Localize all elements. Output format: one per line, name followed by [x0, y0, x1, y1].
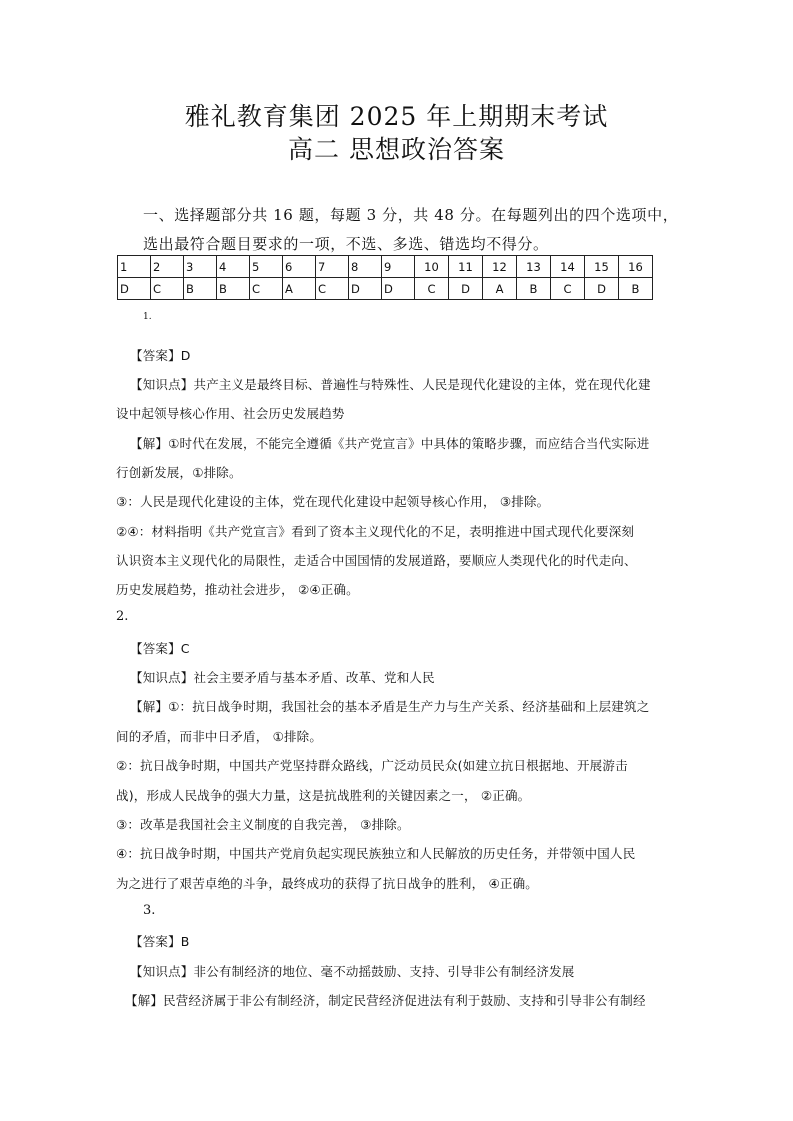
q3-answer: 【答案】B [130, 934, 190, 949]
answer-letter-cell: D [118, 278, 151, 300]
section-intro-line-1: 一、选择题部分共 16 题，每题 3 分，共 48 分。在每题列出的四个选项中， [143, 206, 679, 224]
q1-answer: 【答案】D [130, 348, 191, 363]
q2-analysis-line-2: 间的矛盾，而非中日矛盾， ①排除。 [116, 729, 323, 744]
q1-analysis-line-5: 认识资本主义现代化的局限性，走适合中国国情的发展道路，要顺应人类现代化的时代走向、 [116, 553, 637, 568]
q1-analysis-line-6: 历史发展趋势，推动社会进步， ②④正确。 [116, 582, 359, 597]
answer-table-answer-row [118, 278, 653, 300]
answer-letter-cell: B [517, 278, 551, 300]
q2-answer: 【答案】C [130, 641, 190, 656]
question-number-cell: 13 [517, 256, 551, 278]
answer-letter-cell: C [316, 278, 349, 300]
answer-table-number-row [118, 256, 653, 278]
question-number-cell: 4 [217, 256, 250, 278]
q1-knowledge-line-1: 【知识点】共产主义是最终目标、普遍性与特殊性、人民是现代化建设的主体，党在现代化建 [130, 377, 651, 392]
question-number-cell: 9 [382, 256, 415, 278]
answer-letter-cell: D [585, 278, 619, 300]
answer-letter-cell: A [283, 278, 316, 300]
question-number-cell: 3 [184, 256, 217, 278]
q2-knowledge: 【知识点】社会主要矛盾与基本矛盾、改革、党和人民 [130, 670, 435, 685]
question-number-cell: 11 [449, 256, 483, 278]
question-number-cell: 8 [349, 256, 382, 278]
q1-analysis-line-2: 行创新发展，①排除。 [116, 465, 242, 480]
answer-letter-cell: B [619, 278, 653, 300]
page-subtitle: 高二 思想政治答案 [288, 135, 505, 164]
question-number-cell: 15 [585, 256, 619, 278]
q2-analysis-line-3: ②：抗日战争时期，中国共产党坚持群众路线，广泛动员民众(如建立抗日根据地、开展游击 [116, 758, 628, 773]
section-intro-line-2: 选出最符合题目要求的一项，不选、多选、错选均不得分。 [143, 235, 549, 253]
answer-letter-cell: C [551, 278, 585, 300]
answer-letter-cell: D [382, 278, 415, 300]
q1-analysis-line-3: ③：人民是现代化建设的主体，党在现代化建设中起领导核心作用， ③排除。 [116, 494, 550, 509]
answer-table [117, 255, 653, 300]
question-number-cell: 5 [250, 256, 283, 278]
answer-letter-cell: B [217, 278, 250, 300]
q2-number: 2. [116, 609, 129, 624]
q2-analysis-line-1: 【解】①：抗日战争时期，我国社会的基本矛盾是生产力与生产关系、经济基础和上层建筑之 [130, 699, 650, 714]
question-number-cell: 1 [118, 256, 151, 278]
question-number-cell: 2 [151, 256, 184, 278]
answer-letter-cell: D [349, 278, 382, 300]
question-number-cell: 10 [415, 256, 449, 278]
question-marker: 1. [143, 312, 152, 322]
q3-analysis-line-1: 【解】民营经济属于非公有制经济，制定民营经济促进法有利于鼓励、支持和引导非公有制经 [125, 993, 646, 1008]
question-number-cell: 14 [551, 256, 585, 278]
q3-number: 3. [143, 903, 156, 918]
answer-letter-cell: C [151, 278, 184, 300]
q2-analysis-line-4: 战)，形成人民战争的强大力量，这是抗战胜利的关键因素之一， ②正确。 [116, 788, 531, 803]
question-number-cell: 7 [316, 256, 349, 278]
q2-analysis-line-5: ③：改革是我国社会主义制度的自我完善， ③排除。 [116, 817, 410, 832]
answer-letter-cell: C [250, 278, 283, 300]
q1-analysis-line-1: 【解】①时代在发展，不能完全遵循《共产党宣言》中具体的策略步骤，而应结合当代实际进 [130, 436, 650, 451]
answer-letter-cell: D [449, 278, 483, 300]
question-number-cell: 12 [483, 256, 517, 278]
answer-letter-cell: B [184, 278, 217, 300]
question-number-cell: 16 [619, 256, 653, 278]
q1-analysis-line-4: ②④：材料指明《共产党宣言》看到了资本主义现代化的不足，表明推进中国式现代化要深刻 [116, 524, 635, 539]
question-number-cell: 6 [283, 256, 316, 278]
answer-letter-cell: A [483, 278, 517, 300]
q3-knowledge: 【知识点】非公有制经济的地位、毫不动摇鼓励、支持、引导非公有制经济发展 [130, 964, 575, 979]
q2-analysis-line-7: 为之进行了艰苦卓绝的斗争，最终成功的获得了抗日战争的胜利， ④正确。 [116, 876, 538, 891]
q1-knowledge-line-2: 设中起领导核心作用、社会历史发展趋势 [116, 406, 345, 421]
answer-letter-cell: C [415, 278, 449, 300]
page-title: 雅礼教育集团 2025 年上期期末考试 [184, 102, 609, 131]
q2-analysis-line-6: ④：抗日战争时期，中国共产党肩负起实现民族独立和人民解放的历史任务，并带领中国人民 [116, 846, 636, 861]
